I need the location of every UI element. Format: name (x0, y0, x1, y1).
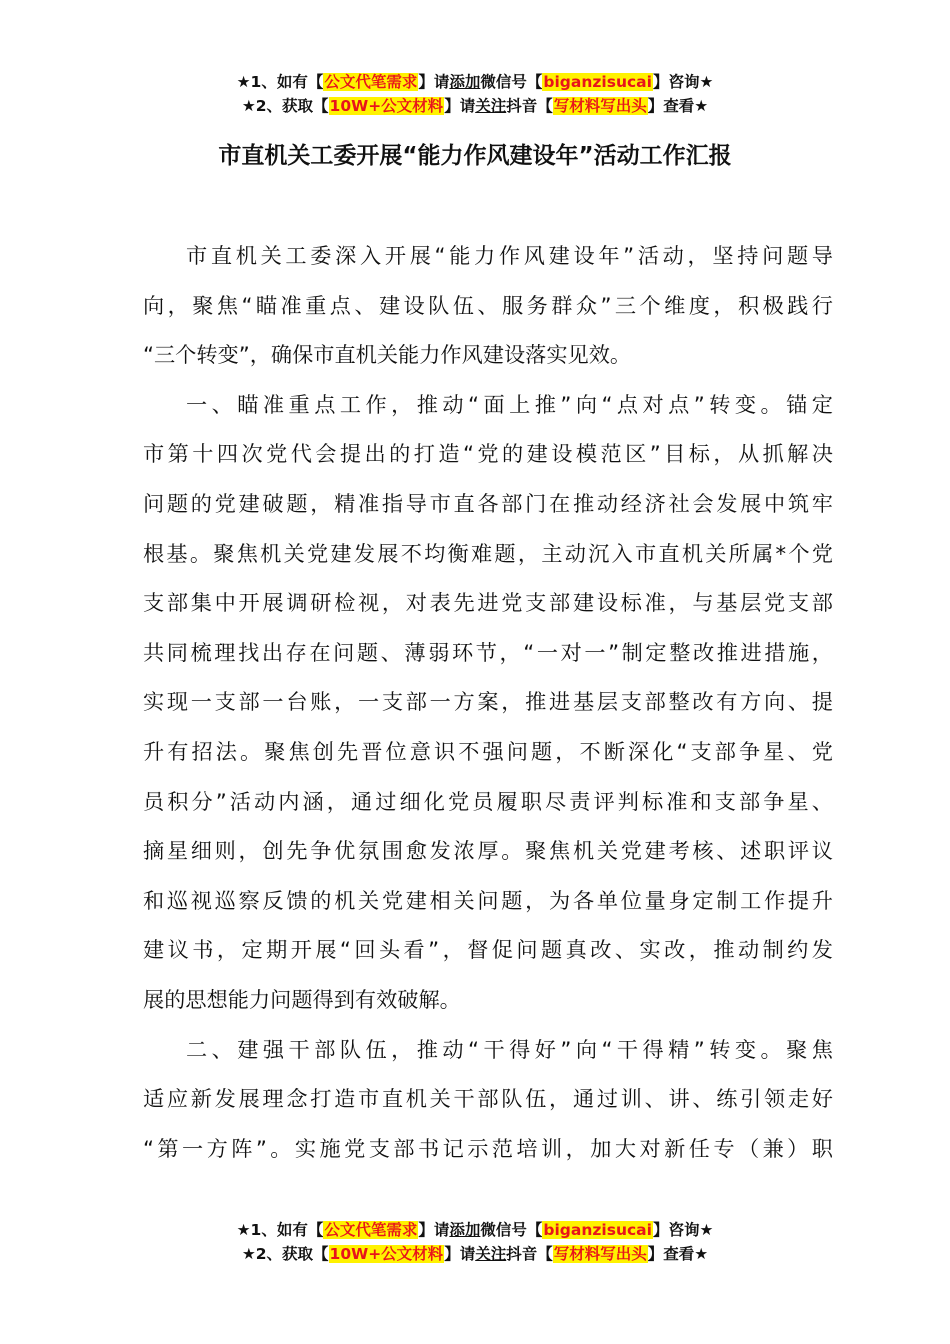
top-banner (0, 70, 950, 118)
text-line: 共同梳理找出存在问题、薄弱环节，“一对一”制定整改推进措施， (143, 639, 833, 665)
text-line: 一、瞄准重点工作，推动“面上推”向“点对点”转变。锚定 (186, 391, 833, 417)
banner-line-1 (0, 1218, 950, 1242)
text-line: 市第十四次党代会提出的打造“党的建设模范区”目标，从抓解决 (143, 441, 833, 467)
banner-text: ★2、获取【 (241, 1245, 329, 1263)
text-line: 建议书，定期开展“回头看”，督促问题真改、实改，推动制约发 (143, 937, 833, 963)
text-line: 支部集中开展调研检视，对表先进党支部建设标准，与基层党支部 (143, 590, 833, 616)
document-body (143, 231, 833, 1173)
banner-highlight: 10W+公文材料 (329, 97, 444, 115)
banner-text: 】请 (444, 1245, 476, 1263)
banner-highlight: biganzisucai (543, 73, 652, 91)
text-line: 根基。聚焦机关党建发展不均衡难题，主动沉入市直机关所属*个党 (143, 540, 833, 566)
banner-text: 微信号【 (480, 1221, 543, 1239)
text-line: 和巡视巡察反馈的机关党建相关问题，为各单位量身定制工作提升 (143, 887, 833, 913)
banner-text: ★1、如有【 (236, 73, 324, 91)
banner-text: 】请 (444, 97, 476, 115)
banner-underline: 关注 (475, 1245, 507, 1263)
document-title: 市直机关工委开展“能力作风建设年”活动工作汇报 (218, 143, 732, 169)
banner-text: 】请 (418, 73, 450, 91)
text-line: “三个转变”，确保市直机关能力作风建设落实见效。 (143, 342, 632, 368)
bottom-banner (0, 1218, 950, 1266)
banner-text: 抖音【 (506, 97, 553, 115)
banner-highlight: biganzisucai (543, 1221, 652, 1239)
banner-text: 】请 (418, 1221, 450, 1239)
text-line: 市直机关工委深入开展“能力作风建设年”活动，坚持问题导 (186, 243, 833, 268)
banner-underline: 添加 (449, 1221, 481, 1239)
banner-text: 】查看★ (647, 97, 709, 115)
text-line: 向，聚焦“瞄准重点、建设队伍、服务群众”三个维度，积极践行 (143, 292, 833, 318)
text-line: 实现一支部一台账，一支部一方案，推进基层支部整改有方向、提 (143, 689, 833, 715)
banner-line-2 (0, 94, 950, 118)
banner-text: ★2、获取【 (241, 97, 329, 115)
banner-text: 】咨询★ (652, 73, 714, 91)
text-line: 适应新发展理念打造市直机关干部队伍，通过训、讲、练引领走好 (143, 1086, 833, 1112)
text-line: 展的思想能力问题得到有效破解。 (143, 986, 461, 1012)
text-line: 摘星细则，创先争优氛围愈发浓厚。聚焦机关党建考核、述职评议 (143, 838, 833, 864)
banner-highlight: 写材料写出头 (553, 97, 647, 115)
banner-line-2 (0, 1242, 950, 1266)
banner-text: 】咨询★ (652, 1221, 714, 1239)
banner-underline: 添加 (449, 73, 481, 91)
banner-highlight: 写材料写出头 (553, 1245, 647, 1263)
banner-highlight: 10W+公文材料 (329, 1245, 444, 1263)
banner-underline: 关注 (475, 97, 507, 115)
text-line: 二、建强干部队伍，推动“干得好”向“干得精”转变。聚焦 (186, 1036, 833, 1062)
text-line: 问题的党建破题，精准指导市直各部门在推动经济社会发展中筑牢 (143, 490, 833, 516)
text-line: 员积分”活动内涵，通过细化党员履职尽责评判标准和支部争星、 (143, 788, 833, 814)
banner-line-1 (0, 70, 950, 94)
banner-text: 微信号【 (480, 73, 543, 91)
text-line: 升有招法。聚焦创先晋位意识不强问题，不断深化“支部争星、党 (143, 738, 833, 764)
text-line: “第一方阵”。实施党支部书记示范培训，加大对新任专（兼）职 (143, 1135, 833, 1161)
banner-text: 】查看★ (647, 1245, 709, 1263)
banner-highlight: 公文代笔需求 (324, 73, 418, 91)
banner-highlight: 公文代笔需求 (324, 1221, 418, 1239)
banner-text: 抖音【 (506, 1245, 553, 1263)
banner-text: ★1、如有【 (236, 1221, 324, 1239)
